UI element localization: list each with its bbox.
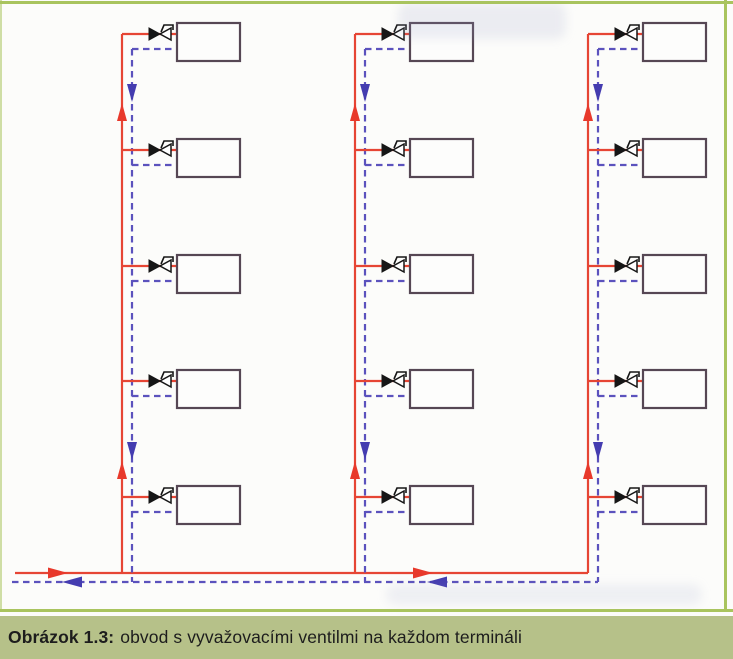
terminal-unit	[355, 370, 473, 408]
riser-group	[350, 23, 473, 582]
valve-body-left	[149, 28, 160, 40]
balancing-valve-icon	[615, 141, 639, 156]
terminal-unit	[588, 139, 706, 177]
valve-body-left	[382, 28, 393, 40]
terminal-box	[643, 139, 706, 177]
terminal-unit	[588, 23, 706, 61]
balancing-valve-icon	[615, 257, 639, 272]
terminal-unit	[122, 23, 240, 61]
valve-body-left	[149, 144, 160, 156]
balancing-valve-icon	[615, 372, 639, 387]
valve-body-left	[382, 491, 393, 503]
caption-text: obvod s vyvažovacími ventilmi na každom termináli	[120, 626, 522, 647]
caption-label: Obrázok 1.3:	[8, 626, 115, 647]
terminal-box	[177, 255, 240, 293]
terminal-box	[177, 486, 240, 524]
caption-bar	[0, 616, 733, 659]
return-flow-arrow-left-icon	[62, 577, 82, 588]
terminal-unit	[122, 255, 240, 293]
terminal-unit	[122, 486, 240, 524]
terminal-box	[643, 370, 706, 408]
balancing-valve-icon	[149, 257, 173, 272]
print-bleed-artifact	[398, 3, 566, 39]
frame-border-right	[724, 0, 727, 612]
supply-flow-arrow-up-icon	[350, 461, 360, 479]
return-flow-arrow-down-icon	[360, 442, 370, 460]
balancing-valve-icon	[382, 257, 406, 272]
terminal-box	[177, 370, 240, 408]
terminal-box	[643, 255, 706, 293]
supply-flow-arrow-up-icon	[117, 461, 127, 479]
terminal-unit	[122, 139, 240, 177]
terminal-box	[410, 370, 473, 408]
balancing-valve-icon	[382, 141, 406, 156]
supply-flow-arrow-up-icon	[583, 103, 593, 121]
terminal-unit	[588, 370, 706, 408]
terminal-unit	[355, 486, 473, 524]
terminal-unit	[355, 139, 473, 177]
valve-body-left	[615, 144, 626, 156]
balancing-valve-icon	[615, 488, 639, 503]
balancing-valve-icon	[149, 25, 173, 40]
balancing-valve-icon	[149, 141, 173, 156]
frame-border-top	[0, 1, 733, 4]
frame-border-bottom	[0, 609, 733, 612]
return-flow-arrow-down-icon	[593, 84, 603, 102]
supply-flow-arrow-up-icon	[350, 103, 360, 121]
valve-body-left	[615, 28, 626, 40]
balancing-valve-icon	[615, 25, 639, 40]
terminal-box	[410, 486, 473, 524]
supply-flow-arrow-right-icon	[413, 568, 433, 579]
terminal-unit	[588, 486, 706, 524]
terminal-box	[410, 255, 473, 293]
terminal-unit	[122, 370, 240, 408]
terminal-box	[177, 23, 240, 61]
return-flow-arrow-down-icon	[127, 84, 137, 102]
supply-flow-arrow-right-icon	[48, 568, 68, 579]
balancing-valve-icon	[382, 372, 406, 387]
terminal-box	[177, 139, 240, 177]
supply-flow-arrow-up-icon	[117, 103, 127, 121]
valve-body-left	[149, 491, 160, 503]
terminal-unit	[588, 255, 706, 293]
balancing-valve-icon	[382, 488, 406, 503]
valve-body-left	[382, 260, 393, 272]
riser-group	[583, 23, 706, 582]
return-flow-arrow-down-icon	[127, 442, 137, 460]
supply-flow-arrow-up-icon	[583, 461, 593, 479]
valve-body-left	[149, 260, 160, 272]
terminal-box	[643, 486, 706, 524]
valve-body-left	[615, 260, 626, 272]
frame-border-left	[0, 0, 2, 612]
balancing-valve-icon	[149, 488, 173, 503]
valve-body-left	[615, 491, 626, 503]
balancing-valve-icon	[149, 372, 173, 387]
riser-group	[117, 23, 240, 582]
terminal-unit	[355, 255, 473, 293]
valve-body-left	[149, 375, 160, 387]
return-flow-arrow-down-icon	[360, 84, 370, 102]
valve-body-left	[615, 375, 626, 387]
return-flow-arrow-down-icon	[593, 442, 603, 460]
print-bleed-artifact	[386, 584, 702, 605]
terminal-box	[643, 23, 706, 61]
terminal-box	[410, 139, 473, 177]
valve-body-left	[382, 144, 393, 156]
valve-body-left	[382, 375, 393, 387]
